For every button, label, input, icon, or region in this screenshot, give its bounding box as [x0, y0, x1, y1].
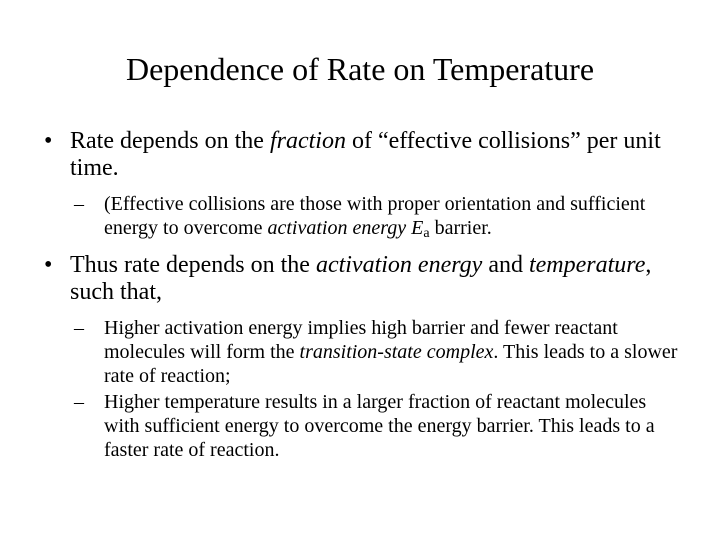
- bullet-text: Rate depends on the: [70, 128, 270, 154]
- subscript: a: [423, 226, 430, 241]
- sub-bullet-text: (Effective collisions are those with proper orientation and sufficient energy to overcome: [104, 193, 646, 239]
- bullet-rate-fraction: [44, 128, 684, 182]
- bullet-activation-temperature: [44, 252, 684, 306]
- sub-bullet-text: Higher temperature results in a larger fraction of reactant molecules with sufficient energy to overcome the energy barrier. This leads to a faster rate of reaction.: [104, 391, 655, 461]
- bullet-marker: •: [44, 128, 53, 154]
- sub-bullet-emphasis: activation energy E: [267, 217, 424, 239]
- bullet-emphasis: temperature: [528, 252, 646, 278]
- bullet-text: and: [482, 252, 529, 278]
- bullet-marker: •: [44, 252, 53, 278]
- sub-bullet-text: barrier.: [429, 217, 492, 239]
- bullet-text: Thus rate depends on the: [70, 252, 316, 278]
- dash-marker: –: [74, 193, 84, 215]
- sub-bullet-higher-temperature: [74, 390, 684, 462]
- bullet-emphasis: activation energy: [315, 252, 483, 278]
- bullet-text: , such that,: [70, 252, 652, 305]
- bullet-list: [44, 128, 684, 464]
- dash-marker: –: [74, 317, 84, 339]
- slide-title: Dependence of Rate on Temperature: [125, 51, 595, 87]
- bullet-emphasis: fraction: [269, 128, 346, 154]
- sub-bullet-higher-activation: [74, 316, 684, 388]
- sub-bullet-text: Higher activation energy implies high barrier and fewer reactant molecules will form the: [104, 317, 618, 363]
- sub-bullet-emphasis: transition-state complex: [299, 341, 494, 363]
- sub-bullet-text: . This leads to a slower rate of reaction;: [104, 341, 678, 387]
- dash-marker: –: [74, 391, 84, 413]
- sub-bullet-effective-collisions: [74, 192, 684, 240]
- sub-bullet-list: [74, 192, 684, 240]
- bullet-text: of “effective collisions” per unit time.: [70, 128, 661, 181]
- sub-bullet-list: [74, 316, 684, 462]
